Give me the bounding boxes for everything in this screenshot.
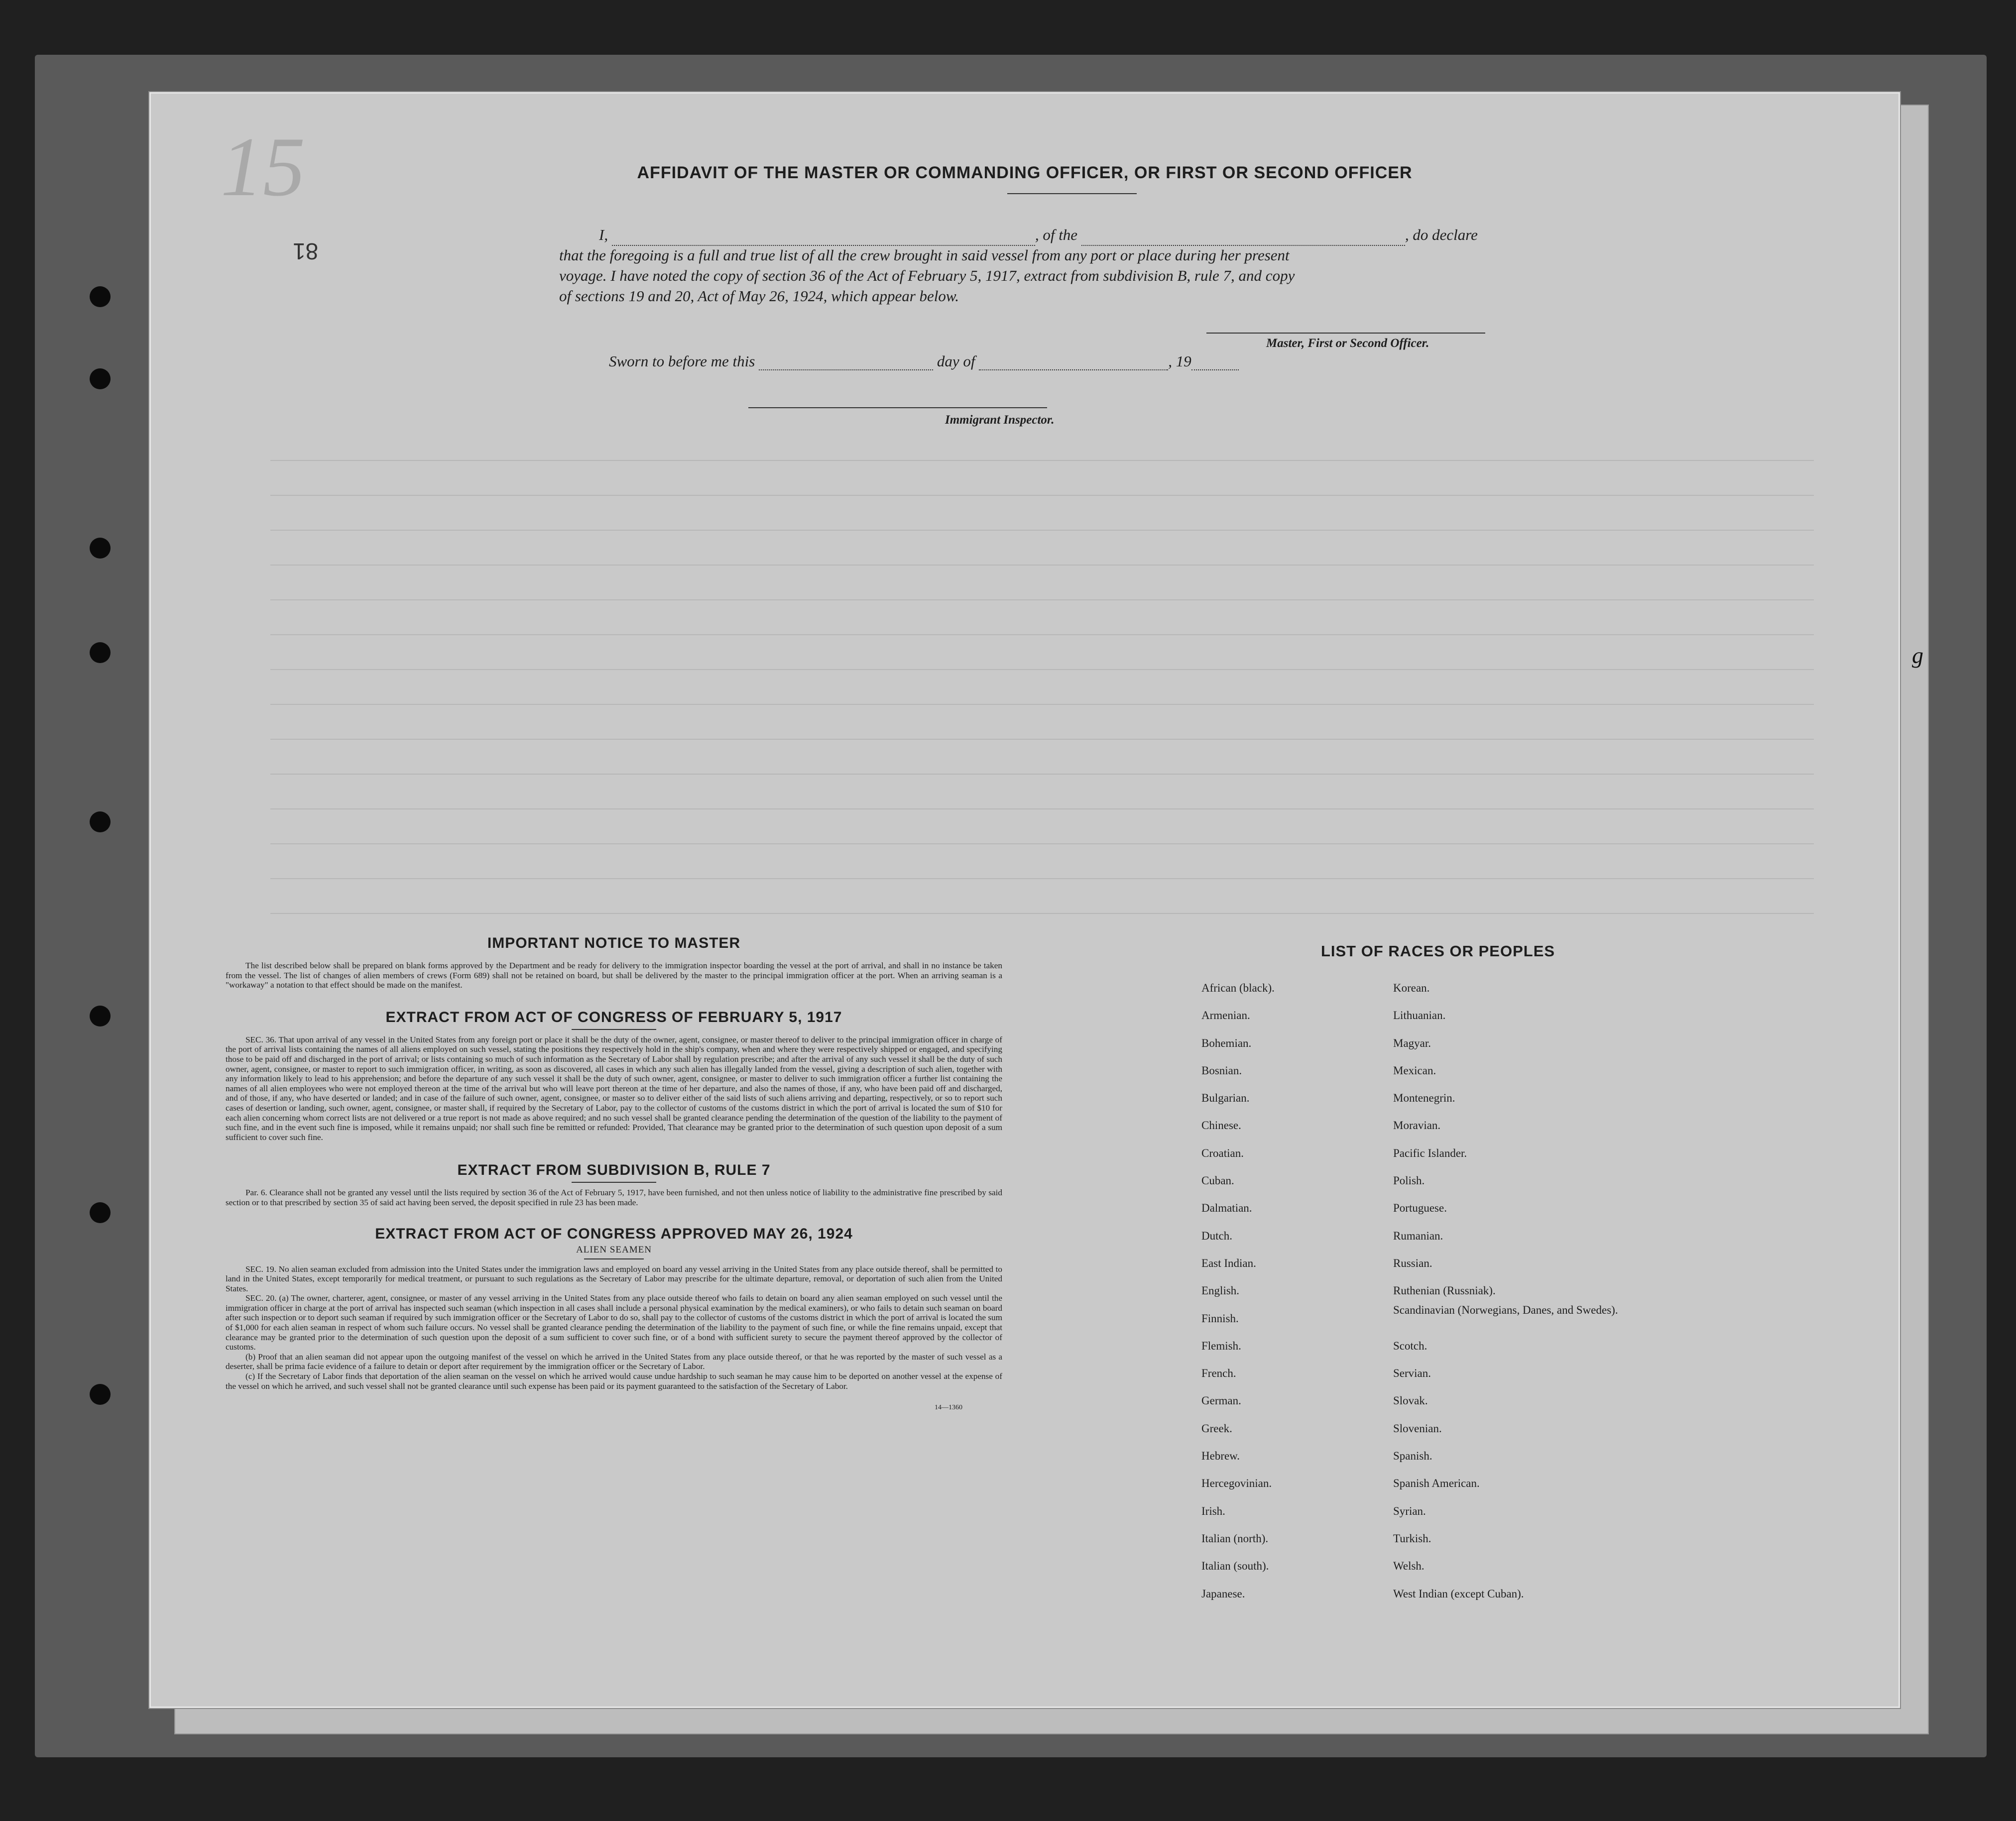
races-list	[1201, 942, 1674, 1607]
bleed-through-row	[270, 616, 1814, 635]
sworn-month-blank[interactable]	[979, 355, 1168, 370]
race-item: German.	[1201, 1394, 1241, 1407]
race-item: Syrian.	[1393, 1504, 1426, 1517]
bleed-through-row	[270, 860, 1814, 879]
race-item: Finnish.	[1201, 1312, 1239, 1325]
punch-hole	[90, 1202, 111, 1223]
punch-hole	[90, 1384, 111, 1405]
important-notice-heading: IMPORTANT NOTICE TO MASTER	[487, 935, 741, 951]
race-item: Ruthenian (Russniak).	[1393, 1284, 1496, 1297]
act-1924-section-20a: SEC. 20. (a) The owner, charterer, agent, consignee, or master of any vessel arriving in the United States from any place outside thereof who fails to detain on board any alien seaman employed on such vessel until the immigration officer in charge at the port of arrival has inspected such seaman (which inspection in all cases shall include a personal physical examination by the medical examiners), or who fails to detain such seaman on board after such inspection or to deport such seaman if required by such immigration officer or the Secretary of Labor to do so, shall pay to the collector of customs of the customs district in which the port of arrival is located the sum of $1,000 for each alien seaman in respect of whom such failure occurs. No vessel shall be granted clearance pending the determination of the liability to the payment of such fine, or while the fine remains unpaid, except that clearance may be granted prior to the determination of such question upon the deposit of a sum sufficient to cover such fine, or of a bond with sufficient surety to secure the payment thereof approved by the collector of customs.	[226, 1293, 1002, 1352]
race-item: Polish.	[1393, 1174, 1425, 1187]
race-item: French.	[1201, 1367, 1236, 1380]
affidavit-line-4: of sections 19 and 20, Act of May 26, 1924, which appear below.	[559, 287, 959, 305]
affidavit-line-2: that the foregoing is a full and true list of all the crew brought in said vessel from any port or place during her present	[559, 246, 1290, 264]
act-1924-section-20b: (b) Proof that an alien seaman did not appear upon the outgoing manifest of the vessel on which he arrived in the United States from any place outside thereof, or that he was reported by the master of such vessel as a deserter, shall be prima facie evidence of a failure to detain or deport after requirement by the immigration officer or the Secretary of Labor.	[226, 1352, 1002, 1371]
race-item: West Indian (except Cuban).	[1393, 1587, 1524, 1600]
bleed-through-row	[270, 791, 1814, 809]
act-1924-section-19: SEC. 19. No alien seaman excluded from admission into the United States under the immigration laws and employed on board any vessel arriving in the United States from any place outside thereof, shall be permitted to land in the United States, except temporarily for medical treatment, or pursuant to such regulations as the Secretary of Labor may prescribe for the ultimate departure, removal, or deportation of such alien from the United States.	[226, 1264, 1002, 1293]
notice-column	[226, 935, 1002, 1412]
bleed-through-row	[270, 895, 1814, 914]
act-1917-section-36: SEC. 36. That upon arrival of any vessel in the United States from any foreign port or place it shall be the duty of the owner, agent, consignee, or master thereof to deliver to the principal immigration officer in charge of the port of arrival lists containing the names of all aliens employed on such vessel, stating the positions they respectively hold in the ship's company, when and where they were respectively shipped or engaged, and specifying those to be paid off and discharged in the port of arrival; or lists containing so much of such information as the Secretary of Labor shall by regulation prescribe; and after the arrival of any such vessel it shall be the duty of such owner, agent, consignee, or master to report to such immigration officer, in writing, as soon as discovered, all cases in which any such alien has illegally landed from the vessel, giving a description of such alien, together with any information likely to lead to his apprehension; and before the departure of any such vessel it shall be the duty of such owner, agent, consignee, or master to deliver to such immigration officer a further list containing the names of all alien employees who were not employed thereon at the time of the arrival but who will leave port thereon at the time of her departure, and also the names of those, if any, who have been paid off and discharged, and of those, if any, who have deserted or landed; and in case of the failure of such owner, agent, consignee, or master so to deliver either of the said lists of such aliens arriving and departing, respectively, or so to report such cases of desertion or landing, such owner, agent, consignee, or master shall, if required by the Secretary of Labor, pay to the collector of customs of the customs district in which the port of arrival is located the sum of $10 for each alien concerning whom correct lists are not delivered or a true report is not made as above required; and no such vessel shall be granted clearance pending the determination of the question of the liability to the payment of such fine, and in the event such fine is imposed, while it remains unpaid; nor shall such fine be remitted or refunded: Provided, That clearance may be granted prior to the determination of such question upon deposit of a sum sufficient to cover such fine.	[226, 1034, 1002, 1142]
act-1924-section-20c: (c) If the Secretary of Labor finds that deportation of the alien seaman on the vessel on which he arrived would cause undue hardship to such seaman he may cause him to be deported on another vessel at the expense of the vessel on which he arrived, and such vessel shall not be granted clearance until such expense has been paid or its payment guaranteed to the satisfaction of the Secretary of Labor.	[226, 1371, 1002, 1391]
race-item: Scandinavian (Norwegians, Danes, and Swedes).	[1393, 1303, 1618, 1316]
inspector-signature-line[interactable]	[748, 407, 1047, 408]
race-item: Scotch.	[1393, 1339, 1427, 1352]
punch-hole	[90, 286, 111, 307]
race-item: Bohemian.	[1201, 1036, 1252, 1049]
bleed-through-row	[270, 651, 1814, 670]
races-title: LIST OF RACES OR PEOPLES	[1320, 942, 1555, 960]
heading-rule	[584, 1258, 644, 1259]
races-column-left	[1201, 974, 1393, 1607]
heading-rule	[572, 1182, 656, 1183]
title-rule	[1007, 193, 1137, 194]
race-item: Korean.	[1393, 982, 1430, 994]
race-item: Chinese.	[1201, 1119, 1241, 1132]
race-item: Pacific Islander.	[1393, 1146, 1467, 1159]
race-item: Spanish American.	[1393, 1477, 1480, 1490]
race-item: Welsh.	[1393, 1560, 1424, 1573]
bleed-through-row	[270, 512, 1814, 531]
race-item: Italian (north).	[1201, 1532, 1269, 1545]
officer-signature-line[interactable]	[1206, 333, 1485, 334]
race-item: African (black).	[1201, 982, 1275, 994]
race-item: Armenian.	[1201, 1009, 1250, 1022]
bleed-through-row	[270, 756, 1814, 775]
punch-hole	[90, 642, 111, 663]
race-item: Dutch.	[1201, 1229, 1232, 1242]
race-item: Dalmatian.	[1201, 1202, 1252, 1215]
name-blank[interactable]	[612, 231, 1035, 246]
sworn-line: Sworn to before me this day of , 19	[609, 352, 1239, 370]
race-item: English.	[1201, 1284, 1240, 1297]
rule-7-paragraph-6: Par. 6. Clearance shall not be granted any vessel until the lists required by section 36 of the Act of February 5, 1917, have been furnished, and not then unless notice of liability to the administrative fine prescribed by said section or to that prescribed by section 35 of said act having been served, the deposit specified in rule 23 has been made.	[226, 1188, 1002, 1207]
race-item: Portuguese.	[1393, 1202, 1447, 1215]
race-item: Montenegrin.	[1393, 1092, 1455, 1105]
race-item: Hebrew.	[1201, 1450, 1240, 1463]
act-1924-heading: EXTRACT FROM ACT OF CONGRESS APPROVED MAY 26, 1924	[375, 1225, 853, 1242]
inspector-caption: Immigrant Inspector.	[945, 413, 1055, 427]
bleed-through-row	[270, 721, 1814, 740]
race-item: Irish.	[1201, 1504, 1225, 1517]
act-1917-heading: EXTRACT FROM ACT OF CONGRESS OF FEBRUARY 5, 1917	[385, 1009, 842, 1025]
race-item: Flemish.	[1201, 1339, 1241, 1352]
punch-hole	[90, 538, 111, 559]
bleed-through-row	[270, 547, 1814, 566]
rule-7-heading: EXTRACT FROM SUBDIVISION B, RULE 7	[457, 1162, 771, 1179]
affidavit-page	[149, 92, 1900, 1708]
race-item: Russian.	[1393, 1256, 1432, 1269]
margin-note: g	[1912, 643, 1923, 668]
race-item: Magyar.	[1393, 1036, 1431, 1049]
race-item: Croatian.	[1201, 1146, 1244, 1159]
punch-hole	[90, 368, 111, 389]
bleed-through-row	[270, 477, 1814, 496]
faded-sheet-number: 15	[221, 120, 305, 214]
important-notice-body: The list described below shall be prepared on blank forms approved by the Department and be ready for delivery to the immigration inspector boarding the vessel at the port of arrival, and shall in no instance be taken from the vessel. The list of changes of alien members of crews (Form 689) shall not be retained on board, but shall be delivered by the master to the principal immigration officer at the port. When an arriving seaman is a "workaway" a notation to that effect should be made on the manifest.	[226, 961, 1002, 990]
race-item: Slovenian.	[1393, 1422, 1442, 1435]
race-item: Hercegovinian.	[1201, 1477, 1272, 1490]
race-item: East Indian.	[1201, 1256, 1256, 1269]
upside-down-mark: 81	[293, 238, 319, 264]
alien-seamen-subheading: ALIEN SEAMEN	[576, 1244, 652, 1255]
punch-hole	[90, 811, 111, 832]
race-item: Spanish.	[1393, 1450, 1432, 1463]
race-item: Bulgarian.	[1201, 1092, 1250, 1105]
race-item: Rumanian.	[1393, 1229, 1443, 1242]
form-number: 14—1360	[935, 1404, 962, 1412]
sworn-day-blank[interactable]	[759, 355, 933, 370]
race-item: Slovak.	[1393, 1394, 1428, 1407]
races-columns	[1201, 974, 1674, 1607]
sworn-year-blank[interactable]	[1191, 355, 1239, 370]
bleed-through-row	[270, 686, 1814, 705]
race-item: Cuban.	[1201, 1174, 1234, 1187]
bleed-through-row	[270, 581, 1814, 600]
race-item: Lithuanian.	[1393, 1009, 1446, 1022]
race-item: Turkish.	[1393, 1532, 1431, 1545]
race-item: Moravian.	[1393, 1119, 1441, 1132]
heading-rule	[572, 1029, 656, 1030]
bleed-through-row	[270, 442, 1814, 461]
officer-signature-caption: Master, First or Second Officer.	[1266, 337, 1429, 350]
vessel-blank[interactable]	[1081, 231, 1405, 246]
bleed-through-row	[270, 825, 1814, 844]
race-item: Japanese.	[1201, 1587, 1245, 1600]
race-item: Servian.	[1393, 1367, 1431, 1380]
affidavit-title: AFFIDAVIT OF THE MASTER OR COMMANDING OFFICER, OR FIRST OR SECOND OFFICER	[637, 163, 1413, 182]
affidavit-line-1: I, , of the , do declare	[559, 224, 1505, 246]
race-item: Italian (south).	[1201, 1560, 1269, 1573]
race-item: Mexican.	[1393, 1064, 1436, 1077]
affidavit-line-3: voyage. I have noted the copy of section 36 of the Act of February 5, 1917, extract from subdivision B, rule 7, and copy	[559, 267, 1295, 284]
race-item: Bosnian.	[1201, 1064, 1242, 1077]
punch-hole	[90, 1006, 111, 1026]
races-column-right	[1393, 974, 1618, 1607]
race-item: Greek.	[1201, 1422, 1232, 1435]
